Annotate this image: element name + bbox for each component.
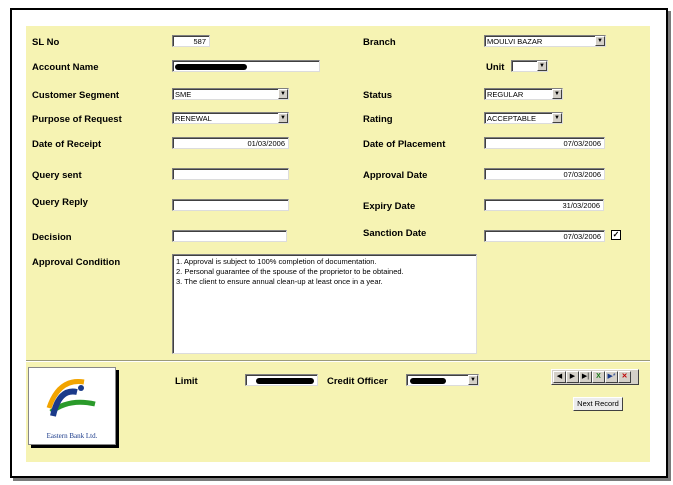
query-reply-label: Query Reply bbox=[32, 197, 88, 208]
expiry-date-label: Expiry Date bbox=[363, 201, 416, 212]
approval-condition-label: Approval Condition bbox=[32, 257, 121, 268]
date-of-placement-field[interactable]: 07/03/2006 bbox=[484, 137, 605, 149]
limit-field[interactable] bbox=[245, 374, 318, 386]
branch-value: MOULVI BAZAR bbox=[487, 37, 543, 46]
chevron-down-icon[interactable]: ▼ bbox=[278, 113, 288, 123]
branch-select[interactable] bbox=[484, 35, 606, 47]
rating-select[interactable] bbox=[484, 112, 563, 124]
unit-label: Unit bbox=[486, 62, 505, 73]
redaction-mark bbox=[410, 378, 446, 384]
purpose-select[interactable] bbox=[172, 112, 289, 124]
chevron-down-icon[interactable]: ▼ bbox=[278, 89, 288, 99]
approval-date-label: Approval Date bbox=[363, 170, 428, 181]
chevron-down-icon[interactable]: ▼ bbox=[552, 113, 562, 123]
credit-officer-label: Credit Officer bbox=[327, 376, 388, 387]
date-of-receipt-label: Date of Receipt bbox=[32, 139, 102, 150]
first-record-icon[interactable]: ◀ bbox=[553, 371, 566, 383]
last-record-icon[interactable]: ▶| bbox=[579, 371, 592, 383]
new-record-icon[interactable]: ▶* bbox=[605, 371, 618, 383]
approval-date-field[interactable]: 07/03/2006 bbox=[484, 168, 605, 180]
query-sent-field[interactable] bbox=[172, 168, 289, 180]
credit-officer-select[interactable] bbox=[406, 374, 479, 386]
limit-label: Limit bbox=[175, 376, 198, 387]
customer-segment-select[interactable] bbox=[172, 88, 289, 100]
excel-export-icon[interactable]: X bbox=[592, 371, 605, 383]
rating-label: Rating bbox=[363, 114, 393, 125]
section-divider bbox=[26, 360, 650, 362]
chevron-down-icon[interactable]: ▼ bbox=[552, 89, 562, 99]
unit-select[interactable] bbox=[511, 60, 548, 72]
delete-record-icon[interactable]: ✕ bbox=[618, 371, 631, 383]
next-record-icon[interactable]: ▶ bbox=[566, 371, 579, 383]
chevron-down-icon[interactable]: ▼ bbox=[468, 375, 478, 385]
chevron-down-icon[interactable]: ▼ bbox=[595, 36, 605, 46]
decision-field[interactable] bbox=[172, 230, 287, 242]
branch-label: Branch bbox=[363, 37, 396, 48]
next-record-button[interactable]: Next Record bbox=[573, 397, 623, 411]
record-navigation bbox=[551, 369, 639, 385]
bank-logo bbox=[28, 367, 116, 445]
bank-logo-icon bbox=[29, 368, 115, 428]
customer-segment-value: SME bbox=[175, 90, 192, 99]
status-select[interactable] bbox=[484, 88, 563, 100]
query-reply-field[interactable] bbox=[172, 199, 289, 211]
account-name-field[interactable] bbox=[172, 60, 320, 72]
purpose-value: RENEWAL bbox=[175, 114, 212, 123]
expiry-date-field[interactable]: 31/03/2006 bbox=[484, 199, 604, 211]
query-sent-label: Query sent bbox=[32, 170, 82, 181]
rating-value: ACCEPTABLE bbox=[487, 114, 537, 123]
sanction-date-label: Sanction Date bbox=[363, 228, 427, 239]
sanction-checkbox[interactable]: ✓ bbox=[612, 230, 620, 239]
condition-line: 3. The client to ensure annual clean-up at least once in a year. bbox=[176, 277, 383, 286]
account-name-label: Account Name bbox=[32, 62, 99, 73]
approval-condition-textarea[interactable] bbox=[172, 254, 477, 354]
date-of-placement-label: Date of Placement bbox=[363, 139, 446, 150]
condition-line: 2. Personal guarantee of the spouse of the proprietor to be obtained. bbox=[176, 267, 404, 276]
date-of-receipt-field[interactable]: 01/03/2006 bbox=[172, 137, 289, 149]
sl-no-label: SL No bbox=[32, 37, 60, 48]
status-label: Status bbox=[363, 90, 393, 101]
redaction-mark bbox=[256, 378, 314, 384]
sanction-date-field[interactable]: 07/03/2006 bbox=[484, 230, 605, 242]
sl-no-field[interactable]: 587 bbox=[172, 35, 210, 47]
bank-name: Eastern Bank Ltd. bbox=[46, 432, 98, 440]
chevron-down-icon[interactable]: ▼ bbox=[537, 61, 547, 71]
purpose-label: Purpose of Request bbox=[32, 114, 122, 125]
redaction-mark bbox=[175, 64, 247, 70]
status-value: REGULAR bbox=[487, 90, 524, 99]
decision-label: Decision bbox=[32, 232, 72, 243]
customer-segment-label: Customer Segment bbox=[32, 90, 120, 101]
condition-line: 1. Approval is subject to 100% completion of documentation. bbox=[176, 257, 377, 266]
